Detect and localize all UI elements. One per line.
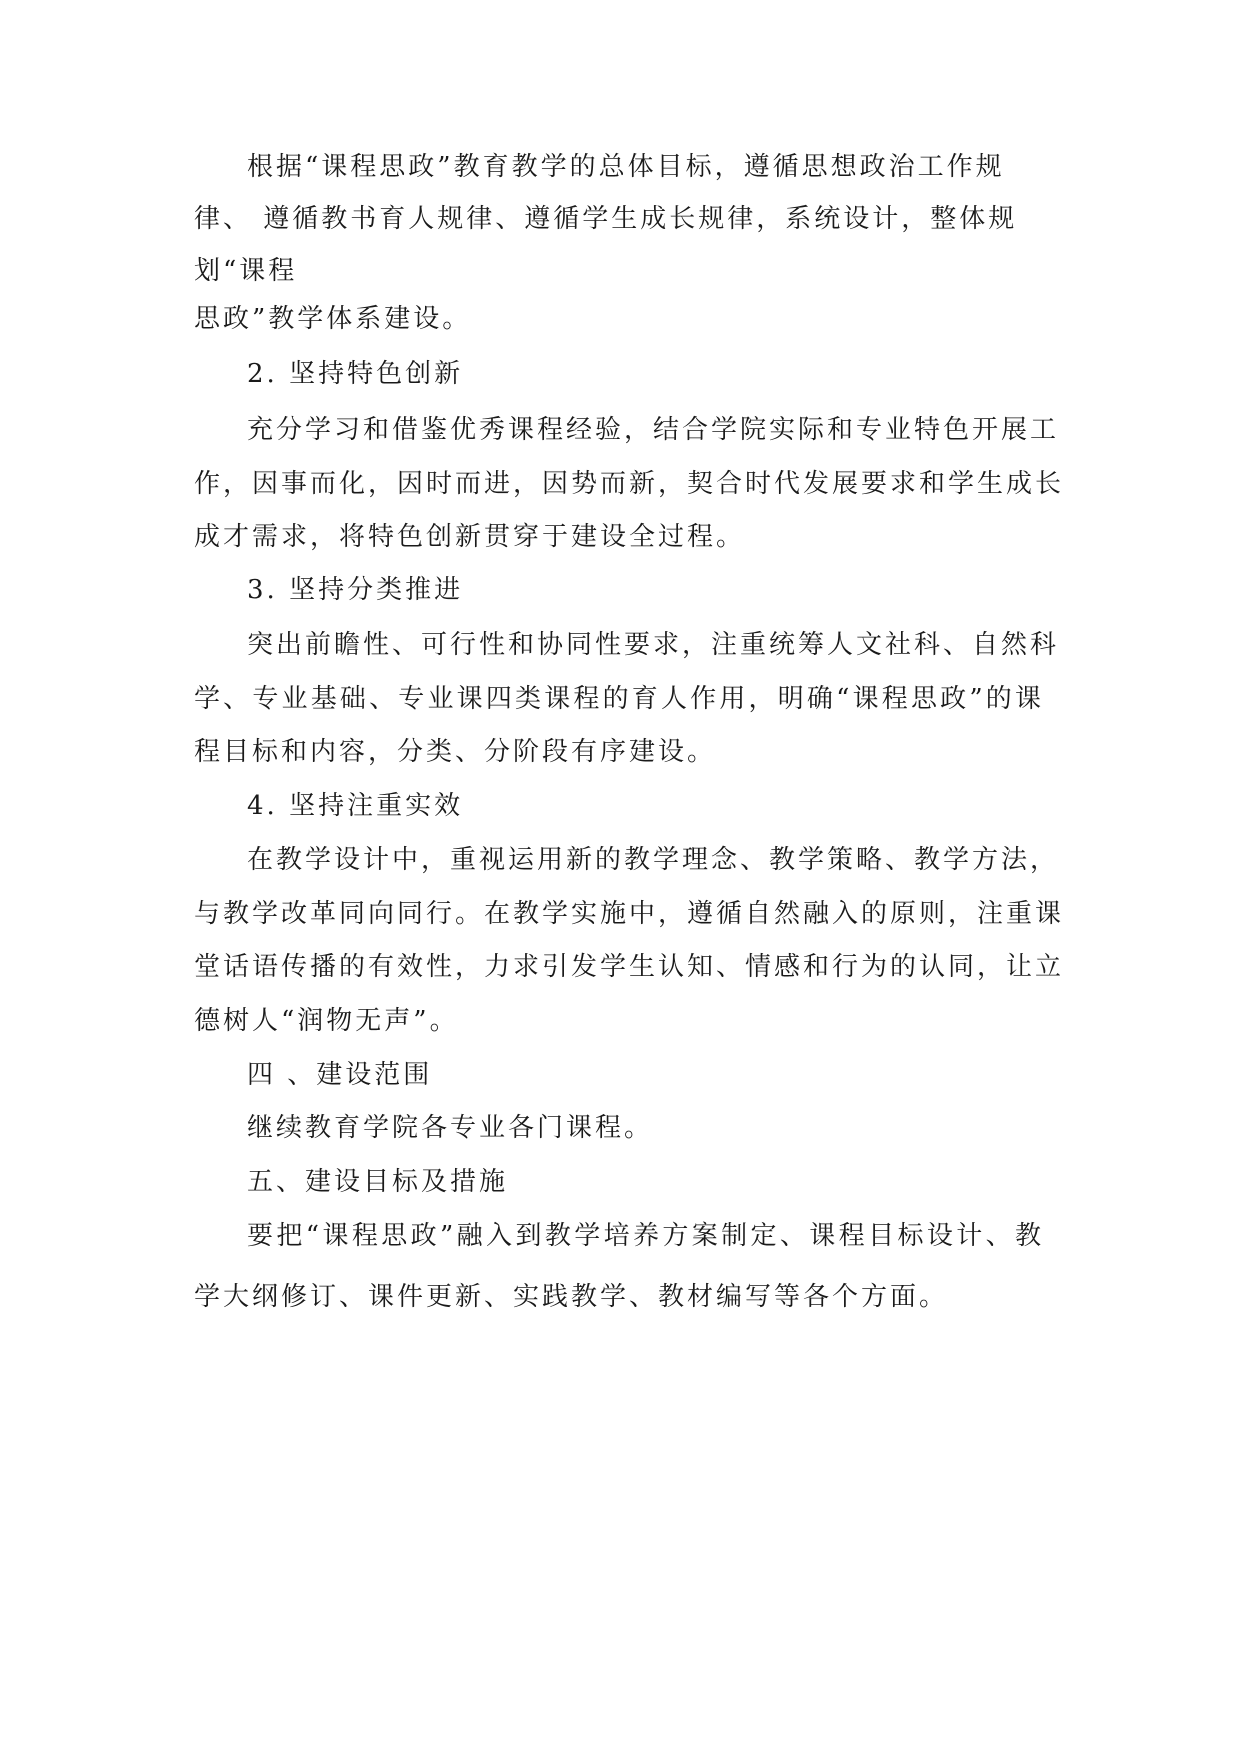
paragraph-line: 学、专业基础、专业课四类课程的育人作用，明确“课程思政”的课 xyxy=(194,684,1044,714)
section-heading: 2. 坚持特色创新 xyxy=(247,359,464,389)
paragraph-line: 堂话语传播的有效性，力求引发学生认知、情感和行为的认同，让立 xyxy=(194,952,1065,982)
section-heading: 3. 坚持分类推进 xyxy=(247,575,464,605)
paragraph-line: 要把“课程思政”融入到教学培养方案制定、课程目标设计、教 xyxy=(247,1221,1044,1251)
section-heading: 五、建设目标及措施 xyxy=(247,1167,509,1197)
paragraph-line: 作，因事而化，因时而进，因势而新，契合时代发展要求和学生成长 xyxy=(194,469,1065,499)
paragraph-line: 程目标和内容，分类、分阶段有序建设。 xyxy=(194,737,717,767)
paragraph-line: 律、 遵循教书育人规律、遵循学生成长规律，系统设计，整体规 xyxy=(194,204,1018,234)
paragraph-line: 学大纲修订、课件更新、实践教学、教材编写等各个方面。 xyxy=(194,1282,949,1312)
paragraph-line: 充分学习和借鉴优秀课程经验，结合学院实际和专业特色开展工 xyxy=(247,415,1060,445)
section-heading: 四 、建设范围 xyxy=(247,1060,433,1090)
paragraph-line: 继续教育学院各专业各门课程。 xyxy=(247,1113,654,1143)
paragraph-line: 划“课程 xyxy=(194,256,298,286)
paragraph-line: 突出前瞻性、可行性和协同性要求，注重统筹人文社科、自然科 xyxy=(247,630,1060,660)
paragraph-line: 与教学改革同向同行。在教学实施中，遵循自然融入的原则，注重课 xyxy=(194,899,1065,929)
paragraph-line: 在教学设计中，重视运用新的教学理念、教学策略、教学方法， xyxy=(247,845,1060,875)
paragraph-line: 成才需求，将特色创新贯穿于建设全过程。 xyxy=(194,522,746,552)
paragraph-line: 根据“课程思政”教育教学的总体目标，遵循思想政治工作规 xyxy=(247,152,1005,182)
paragraph-line: 德树人“润物无声”。 xyxy=(194,1006,459,1036)
section-heading: 4. 坚持注重实效 xyxy=(247,791,464,821)
paragraph-line: 思政”教学体系建设。 xyxy=(194,304,472,334)
